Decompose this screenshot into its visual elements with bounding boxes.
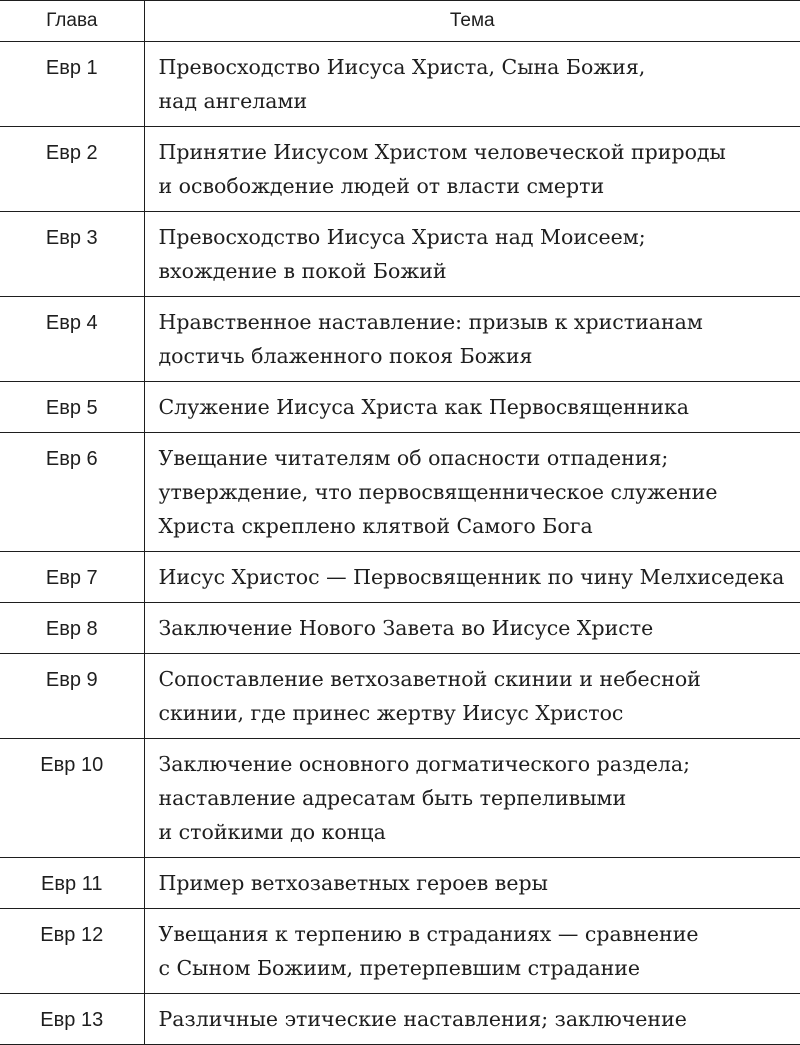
chapter-cell: Евр 8 [0,603,144,654]
chapter-cell: Евр 3 [0,212,144,297]
chapter-cell: Евр 2 [0,127,144,212]
table-row [0,297,800,382]
table-row [0,42,800,127]
chapter-cell: Евр 10 [0,739,144,858]
chapter-cell: Евр 12 [0,909,144,994]
topic-cell: Увещание читателям об опасности отпадения; утверждение, что первосвященническое служение Христа скреплено клятвой Самого Бога [144,433,800,552]
header-topic: Тема [144,1,800,42]
table-header [0,1,800,42]
table-row [0,739,800,858]
table-row [0,994,800,1045]
topic-cell: Превосходство Иисуса Христа, Сына Божия, над ангелами [144,42,800,127]
topic-cell: Заключение Нового Завета во Иисусе Христе [144,603,800,654]
table-row [0,858,800,909]
topic-cell: Увещания к терпению в страданиях — сравнение с Сыном Божиим, претерпевшим страдание [144,909,800,994]
table-row [0,909,800,994]
topic-cell: Иисус Христос — Первосвященник по чину Мелхиседека [144,552,800,603]
chapter-cell: Евр 1 [0,42,144,127]
table-row [0,654,800,739]
topic-cell: Превосходство Иисуса Христа над Моисеем; вхождение в покой Божий [144,212,800,297]
table-row [0,433,800,552]
table-row [0,552,800,603]
chapter-cell: Евр 6 [0,433,144,552]
topic-cell: Служение Иисуса Христа как Первосвященника [144,382,800,433]
table-row [0,212,800,297]
topic-cell: Заключение основного догматического раздела; наставление адресатам быть терпеливыми и стойкими до конца [144,739,800,858]
header-chapter: Глава [0,1,144,42]
table-row [0,382,800,433]
topic-cell: Принятие Иисусом Христом человеческой природы и освобождение людей от власти смерти [144,127,800,212]
chapter-cell: Евр 7 [0,552,144,603]
header-row [0,1,800,42]
chapter-cell: Евр 4 [0,297,144,382]
topic-cell: Пример ветхозаветных героев веры [144,858,800,909]
table-row [0,603,800,654]
table-body [0,42,800,1045]
topic-cell: Сопоставление ветхозаветной скинии и небесной скинии, где принес жертву Иисус Христос [144,654,800,739]
chapter-cell: Евр 9 [0,654,144,739]
table-row [0,127,800,212]
topic-cell: Нравственное наставление: призыв к христианам достичь блаженного покоя Божия [144,297,800,382]
chapter-cell: Евр 13 [0,994,144,1045]
topic-cell: Различные этические наставления; заключение [144,994,800,1045]
chapter-cell: Евр 11 [0,858,144,909]
chapter-cell: Евр 5 [0,382,144,433]
